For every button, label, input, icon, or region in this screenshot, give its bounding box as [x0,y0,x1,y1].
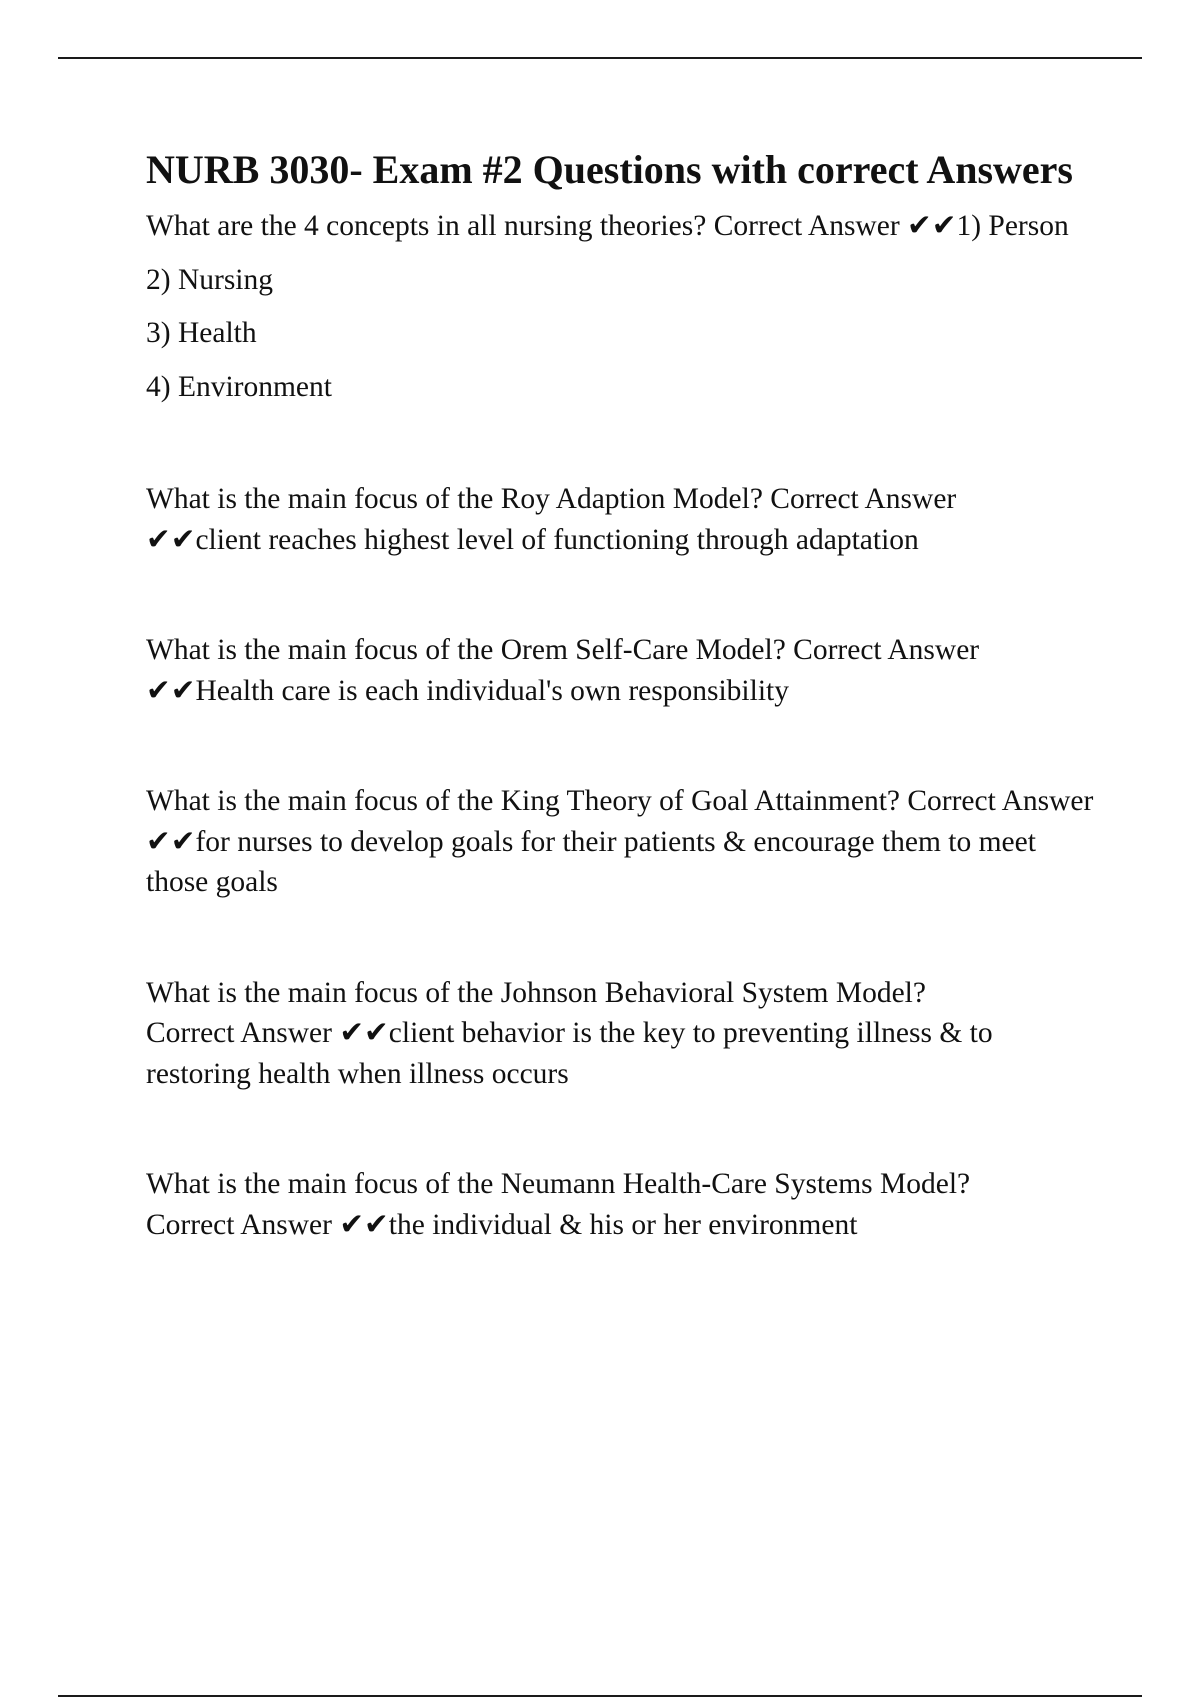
question-text: What is the main focus of the Roy Adaption Model? [146,483,763,515]
checkmark-icon: ✔✔ [339,1208,389,1241]
answer-label: Correct Answer [770,483,957,515]
question-text: What are the 4 concepts in all nursing theories? [146,210,707,242]
document-body [146,144,1096,1245]
checkmark-icon: ✔✔ [907,210,957,242]
checkmark-icon: ✔✔ [146,825,196,858]
qa-item-6 [146,1164,1096,1245]
answer-text: 1) Person [956,210,1069,242]
question-text: What is the main focus of the King Theory of Goal Attainment? [146,785,900,817]
question-text: What is the main focus of the Johnson Behavioral System Model? [146,976,926,1009]
header-rule [58,57,1142,59]
answer-label: Correct Answer [793,634,980,666]
question-text: What is the main focus of the Neumann Health-Care Systems Model? [146,1168,971,1200]
answer-text: for nurses to develop goals for their patients & encourage them to meet those goals [146,825,1036,898]
question-text: What is the main focus of the Orem Self-Care Model? [146,634,786,666]
qa-item-3 [146,630,1096,711]
checkmark-icon: ✔✔ [339,1017,389,1049]
answer-option-3: 3) Health [146,317,257,349]
qa-item-4 [146,781,1096,903]
answer-label: Correct Answer [713,210,900,242]
qa-item-1 [146,206,1096,247]
answer-option-2: 2) Nursing [146,263,274,296]
answer-text: the individual & his or her environment [388,1208,858,1241]
answer-label: Correct Answer [146,1017,332,1049]
answer-option-4: 4) Environment [146,370,332,403]
qa-item-5 [146,973,1096,1095]
answer-label: Correct Answer [907,785,1094,817]
answer-text: Health care is each individual's own responsibility [195,674,789,707]
checkmark-icon: ✔✔ [146,674,196,707]
answer-label: Correct Answer [146,1208,332,1241]
qa-item-2 [146,479,1096,560]
document-title: NURB 3030- Exam #2 Questions with correct Answers [146,147,1073,192]
answer-text: client reaches highest level of functioning through adaptation [195,523,919,556]
checkmark-icon: ✔✔ [146,523,196,556]
footer-rule [58,1695,1142,1697]
answer-text: client behavior is the key to preventing illness & to restoring health when illness occurs [146,1017,993,1090]
